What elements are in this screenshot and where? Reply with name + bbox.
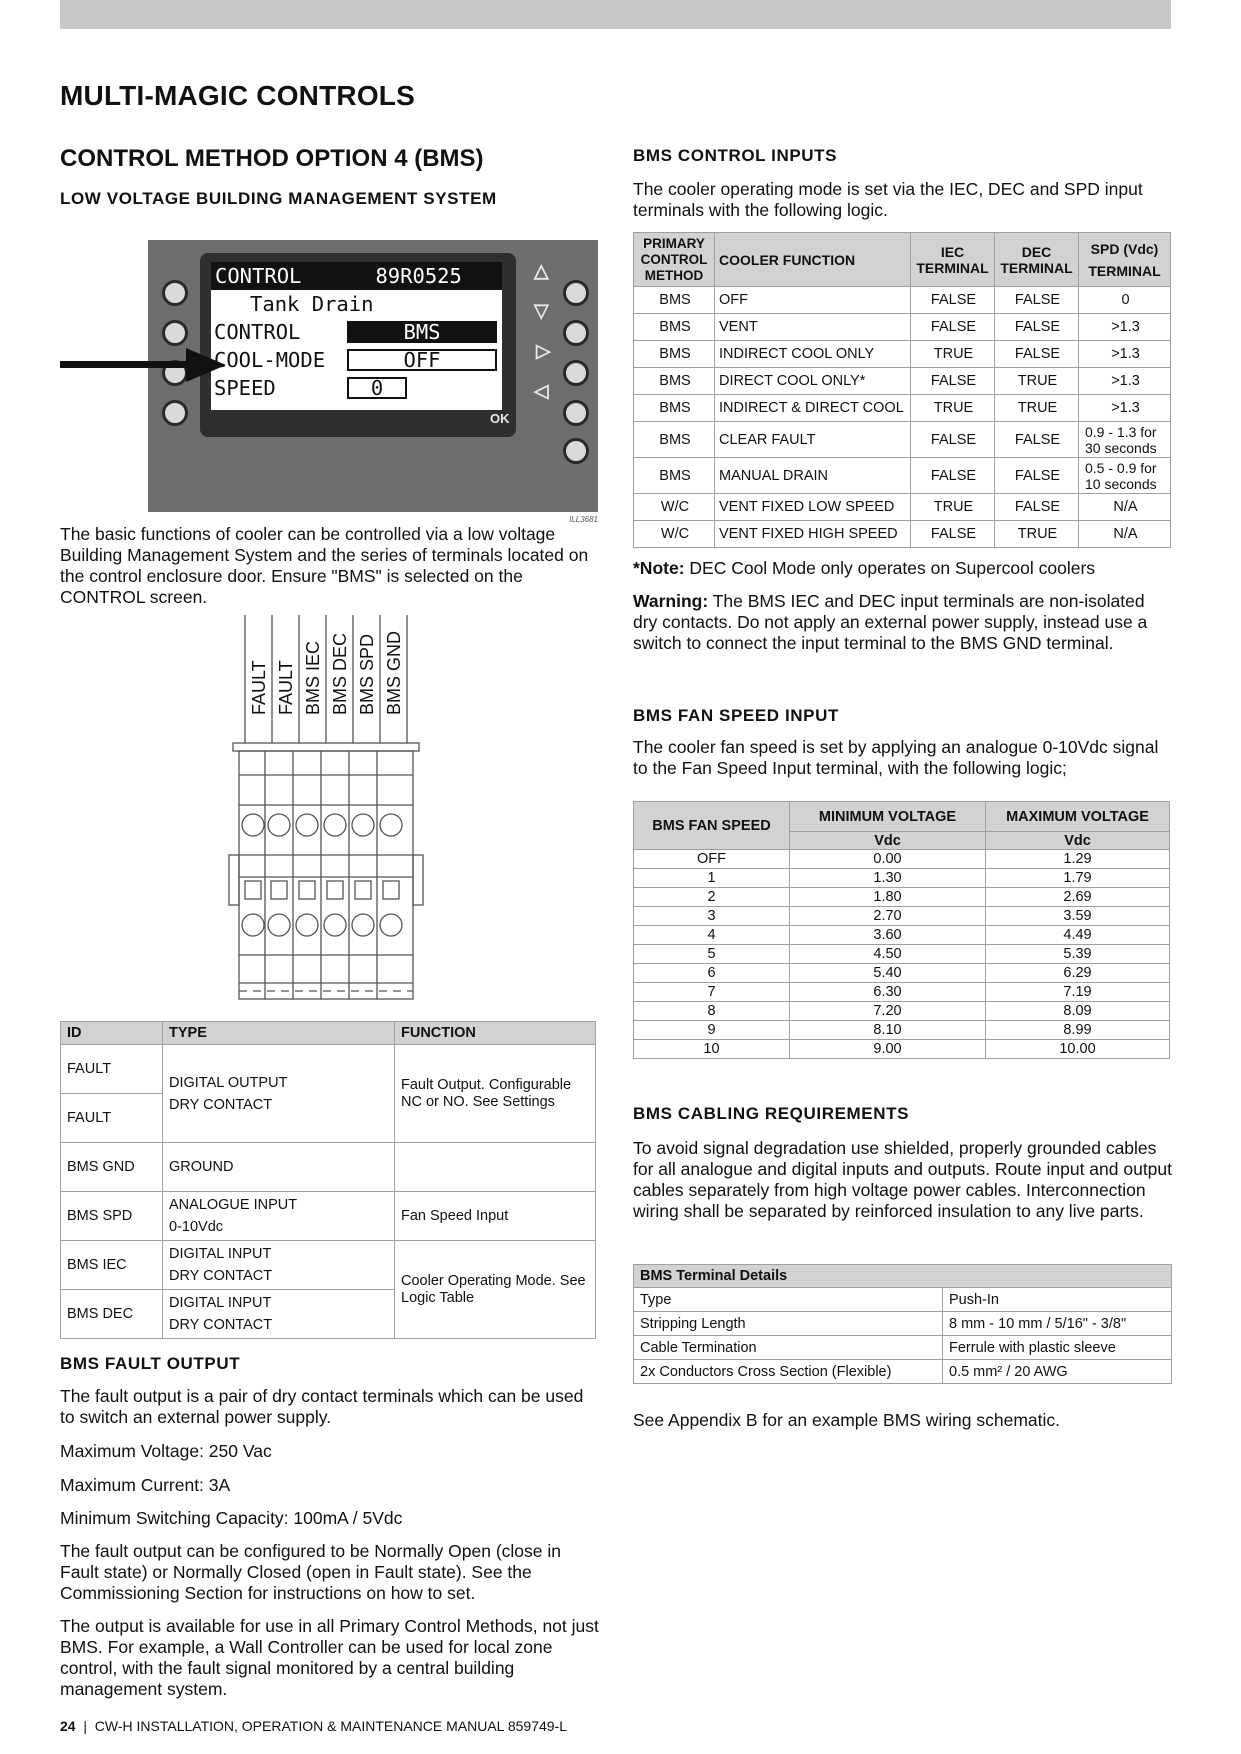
lcd-button-right-3 [563, 360, 589, 386]
table-cell: 4.50 [790, 945, 986, 964]
fault-output-max-voltage: Maximum Voltage: 250 Vac [60, 1441, 272, 1461]
table-cell: BMS [634, 458, 715, 494]
table-cell: FALSE [911, 422, 995, 458]
table-cell: 7.20 [790, 1002, 986, 1021]
table-row [634, 1002, 1170, 1021]
appendix-note: See Appendix B for an example BMS wiring schematic. [633, 1410, 1061, 1430]
table-cell: TRUE [995, 521, 1079, 548]
table-row [634, 983, 1170, 1002]
table-cell: BMS [634, 287, 715, 314]
type-line-1: DIGITAL OUTPUT [169, 1074, 288, 1091]
table-cell: 7.19 [986, 983, 1170, 1002]
table-cell: FALSE [995, 458, 1079, 494]
terminal-label-bms-spd: BMS SPD [357, 633, 377, 715]
table-cell: 3.59 [986, 907, 1170, 926]
lcd-coolmode-value: OFF [347, 349, 497, 371]
table-row [634, 1336, 1172, 1360]
table-cell: TRUE [911, 494, 995, 521]
table-cell: BMS [634, 314, 715, 341]
type-line-2: DRY CONTACT [169, 1317, 273, 1333]
table-cell: >1.3 [1079, 368, 1171, 395]
table-cell: TRUE [995, 368, 1079, 395]
table-cell: 7 [634, 983, 790, 1002]
table-cell: FALSE [911, 458, 995, 494]
page-footer [60, 1718, 567, 1734]
table-cell: FALSE [995, 287, 1079, 314]
table-cell: N/A [1079, 494, 1171, 521]
fan-speed-heading: BMS FAN SPEED INPUT [633, 706, 839, 725]
col-header-id: ID [61, 1022, 163, 1045]
table-row [634, 1021, 1170, 1040]
table-row [634, 458, 1171, 494]
table-row [634, 422, 1171, 458]
table-cell-type: GROUND [163, 1143, 395, 1192]
table-cell: CLEAR FAULT [715, 422, 911, 458]
col-header-max-voltage: MAXIMUM VOLTAGE [986, 802, 1170, 832]
table-cell-function: Fault Output. Configurable NC or NO. See Settings [395, 1045, 596, 1143]
section-title: CONTROL METHOD OPTION 4 (BMS) [60, 145, 484, 172]
table-row [634, 964, 1170, 983]
terminal-label-bms-dec: BMS DEC [330, 632, 350, 715]
table-cell: W/C [634, 521, 715, 548]
table-cell: N/A [1079, 521, 1171, 548]
col-header-primary-control: PRIMARY CONTROL METHOD [634, 233, 715, 287]
table-cell: 6.29 [986, 964, 1170, 983]
fault-output-min-switching: Minimum Switching Capacity: 100mA / 5Vdc [60, 1508, 403, 1528]
table-cell: 3.60 [790, 926, 986, 945]
table-cell-type [163, 1045, 395, 1143]
control-logic-table [633, 232, 1171, 548]
note-label: *Note: [633, 558, 685, 578]
lcd-button-right-1 [563, 280, 589, 306]
table-cell: VENT FIXED LOW SPEED [715, 494, 911, 521]
table-cell-id: BMS IEC [61, 1241, 163, 1290]
fan-speed-intro: The cooler fan speed is set by applying an analogue 0-10Vdc signal to the Fan Speed Input terminal, with the following logic; [633, 737, 1159, 778]
down-arrow-icon: ▽ [534, 301, 549, 322]
terminal-block-diagram [225, 615, 435, 1010]
type-line-2: DRY CONTACT [169, 1096, 273, 1113]
intro-paragraph: The basic functions of cooler can be controlled via a low voltage Building Management System and the series of terminals located on the control enclosure door. Ensure "BMS" is selected on the CONTROL screen. [60, 524, 589, 607]
table-cell: Stripping Length [634, 1312, 943, 1336]
table-cell: 4 [634, 926, 790, 945]
table-cell: FALSE [911, 368, 995, 395]
table-cell: 1.30 [790, 869, 986, 888]
type-line-1: DIGITAL INPUT [169, 1295, 272, 1311]
terminal-label-fault-1: FAULT [249, 660, 269, 715]
ok-glyph: OK [490, 411, 510, 426]
terminal-id-table [60, 1021, 596, 1339]
table-cell: W/C [634, 494, 715, 521]
table-cell: TRUE [911, 395, 995, 422]
table-cell: TRUE [995, 395, 1079, 422]
control-inputs-heading: BMS CONTROL INPUTS [633, 146, 838, 165]
table-cell: 10.00 [986, 1040, 1170, 1059]
table-row [634, 1288, 1172, 1312]
lcd-button-left-2 [162, 320, 188, 346]
table-cell: 10 [634, 1040, 790, 1059]
table-cell-function: Cooler Operating Mode. See Logic Table [395, 1241, 596, 1339]
table-cell-function [395, 1143, 596, 1192]
terminal-label-bms-iec: BMS IEC [303, 640, 323, 715]
table-cell: TRUE [911, 341, 995, 368]
lcd-bezel [200, 253, 516, 437]
lcd-row-coolmode: COOL-MODE [214, 348, 326, 372]
table-cell: Cable Termination [634, 1336, 943, 1360]
page-number: 24 [60, 1718, 76, 1734]
table-cell: 6.30 [790, 983, 986, 1002]
note-paragraph [633, 558, 1173, 579]
table-cell: 9.00 [790, 1040, 986, 1059]
table-cell: >1.3 [1079, 341, 1171, 368]
table-cell: 2.70 [790, 907, 986, 926]
table-cell: VENT FIXED HIGH SPEED [715, 521, 911, 548]
lcd-row-header: CONTROL 89R0525 [211, 262, 502, 290]
table-cell: OFF [715, 287, 911, 314]
lcd-control-value: BMS [347, 321, 497, 343]
pointer-arrow-shaft [60, 361, 192, 368]
col-header-iec-terminal: IEC TERMINAL [911, 233, 995, 287]
table-cell: 1.79 [986, 869, 1170, 888]
table-cell: FALSE [995, 341, 1079, 368]
table-cell: BMS [634, 341, 715, 368]
warning-text: The BMS IEC and DEC input terminals are non-isolated dry contacts. Do not apply an external power supply, instead use a switch to connect the input terminal to the BMS GND terminal. [633, 591, 1148, 653]
table-cell-type [163, 1290, 395, 1339]
lcd-button-ok [563, 438, 589, 464]
terminal-details-title: BMS Terminal Details [634, 1265, 1172, 1288]
table-row [634, 368, 1171, 395]
right-arrow-icon: ▷ [536, 341, 551, 362]
footer-text: CW-H INSTALLATION, OPERATION & MAINTENANCE MANUAL 859749-L [94, 1718, 567, 1734]
table-cell: 1.29 [986, 850, 1170, 869]
table-cell: FALSE [995, 314, 1079, 341]
table-cell-type [163, 1241, 395, 1290]
table-cell: DIRECT COOL ONLY* [715, 368, 911, 395]
table-cell: 8.99 [986, 1021, 1170, 1040]
table-row [634, 850, 1170, 869]
table-cell: INDIRECT & DIRECT COOL [715, 395, 911, 422]
table-row [634, 341, 1171, 368]
table-cell: 8.09 [986, 1002, 1170, 1021]
lcd-row-speed: SPEED [214, 376, 276, 400]
table-cell: 8 mm - 10 mm / 5/16" - 3/8" [943, 1312, 1172, 1336]
table-cell-type [163, 1192, 395, 1241]
table-cell: 0.5 - 0.9 for 10 seconds [1079, 458, 1171, 494]
table-cell-id: FAULT [61, 1045, 163, 1094]
table-row [634, 521, 1171, 548]
table-cell: 5 [634, 945, 790, 964]
table-cell: FALSE [995, 422, 1079, 458]
table-cell-id: BMS DEC [61, 1290, 163, 1339]
fault-output-p3: The output is available for use in all Primary Control Methods, not just BMS. For example, a Wall Controller can be used for local zone control, with the fault signal monitored by a central building management system. [60, 1616, 599, 1699]
table-row [634, 1312, 1172, 1336]
table-cell-id: FAULT [61, 1094, 163, 1143]
lcd-button-right-2 [563, 320, 589, 346]
footer-separator: | [75, 1718, 95, 1734]
col-header-dec-terminal: DEC TERMINAL [995, 233, 1079, 287]
type-line-1: DIGITAL INPUT [169, 1246, 272, 1262]
col-header-bms-fan-speed: BMS FAN SPEED [634, 802, 790, 850]
lcd-button-right-4 [563, 400, 589, 426]
warning-paragraph [633, 591, 1173, 654]
table-cell: INDIRECT COOL ONLY [715, 341, 911, 368]
control-inputs-intro: The cooler operating mode is set via the IEC, DEC and SPD input terminals with the following logic. [633, 179, 1143, 220]
fan-speed-table [633, 801, 1170, 1059]
col-header-cooler-function: COOLER FUNCTION [715, 233, 911, 287]
illustration-caption: ILL3681 [569, 515, 598, 524]
table-cell: 0 [1079, 287, 1171, 314]
lcd-row-control: CONTROL [214, 320, 301, 344]
table-cell: Type [634, 1288, 943, 1312]
page-title: MULTI-MAGIC CONTROLS [60, 80, 415, 111]
top-bar [60, 0, 1171, 29]
table-cell: 2x Conductors Cross Section (Flexible) [634, 1360, 943, 1384]
col-header-min-voltage: MINIMUM VOLTAGE [790, 802, 986, 832]
table-cell: 9 [634, 1021, 790, 1040]
table-cell: VENT [715, 314, 911, 341]
fault-output-p2: The fault output can be configured to be Normally Open (close in Fault state) or Normally Closed (open in Fault state). See the Commissioning Section for instructions on how to set. [60, 1541, 561, 1603]
table-cell: BMS [634, 395, 715, 422]
col-header-spd-terminal: SPD (Vdc) TERMINAL [1079, 233, 1171, 287]
table-cell: MANUAL DRAIN [715, 458, 911, 494]
lcd-speed-value: 0 [347, 377, 407, 399]
table-cell-function: Fan Speed Input [395, 1192, 596, 1241]
table-cell: 8 [634, 1002, 790, 1021]
table-row [634, 888, 1170, 907]
up-arrow-icon: △ [534, 261, 549, 282]
terminal-details-table [633, 1264, 1172, 1384]
table-row [634, 907, 1170, 926]
cabling-paragraph: To avoid signal degradation use shielded, properly grounded cables for all analogue and digital inputs and outputs. Route input and output cables separately from high voltage power cables. Interconnection wiring shall be separated by reinforced insulation to any live parts. [633, 1138, 1173, 1221]
pointer-arrow-icon [186, 348, 226, 382]
table-cell: 4.49 [986, 926, 1170, 945]
table-row [634, 287, 1171, 314]
fault-output-max-current: Maximum Current: 3A [60, 1475, 231, 1495]
table-cell: 0.9 - 1.3 for 30 seconds [1079, 422, 1171, 458]
unit-min: Vdc [790, 832, 986, 850]
col-header-function: FUNCTION [395, 1022, 596, 1045]
cabling-heading: BMS CABLING REQUIREMENTS [633, 1104, 910, 1123]
table-row [634, 1040, 1170, 1059]
terminal-label-fault-2: FAULT [276, 660, 296, 715]
table-cell: >1.3 [1079, 395, 1171, 422]
table-row [634, 314, 1171, 341]
table-row [634, 926, 1170, 945]
table-cell: 0.5 mm² / 20 AWG [943, 1360, 1172, 1384]
lcd-button-left-4 [162, 400, 188, 426]
table-cell: 6 [634, 964, 790, 983]
table-cell: >1.3 [1079, 314, 1171, 341]
table-row [634, 869, 1170, 888]
table-cell: FALSE [911, 287, 995, 314]
table-row [634, 1360, 1172, 1384]
table-cell: 5.40 [790, 964, 986, 983]
table-cell: 2.69 [986, 888, 1170, 907]
fault-output-p1: The fault output is a pair of dry contact terminals which can be used to switch an external power supply. [60, 1386, 584, 1427]
left-arrow-icon: ◁ [534, 381, 549, 402]
col-header-type: TYPE [163, 1022, 395, 1045]
type-line-1: ANALOGUE INPUT [169, 1197, 298, 1213]
lcd-screen [211, 262, 502, 410]
table-cell: 1 [634, 869, 790, 888]
warning-label: Warning: [633, 591, 709, 611]
table-row [634, 945, 1170, 964]
note-text: DEC Cool Mode only operates on Supercool coolers [684, 558, 1096, 578]
table-cell-id: BMS GND [61, 1143, 163, 1192]
table-cell: OFF [634, 850, 790, 869]
table-cell: Push-In [943, 1288, 1172, 1312]
lcd-row-title: Tank Drain [213, 292, 374, 316]
table-cell: Ferrule with plastic sleeve [943, 1336, 1172, 1360]
table-cell-id: BMS SPD [61, 1192, 163, 1241]
table-cell: FALSE [911, 521, 995, 548]
table-row [634, 395, 1171, 422]
terminal-label-bms-gnd: BMS GND [384, 630, 404, 715]
table-cell: BMS [634, 422, 715, 458]
table-cell: 8.10 [790, 1021, 986, 1040]
table-cell: 3 [634, 907, 790, 926]
table-cell: BMS [634, 368, 715, 395]
unit-max: Vdc [986, 832, 1170, 850]
type-line-2: 0-10Vdc [169, 1219, 224, 1235]
subsection-title: LOW VOLTAGE BUILDING MANAGEMENT SYSTEM [60, 189, 497, 208]
table-cell: 0.00 [790, 850, 986, 869]
table-cell: FALSE [911, 314, 995, 341]
type-line-2: DRY CONTACT [169, 1268, 273, 1284]
table-cell: FALSE [995, 494, 1079, 521]
table-cell: 5.39 [986, 945, 1170, 964]
table-cell: 2 [634, 888, 790, 907]
table-row [634, 494, 1171, 521]
table-cell: 1.80 [790, 888, 986, 907]
fault-output-heading: BMS FAULT OUTPUT [60, 1354, 241, 1373]
lcd-button-left-1 [162, 280, 188, 306]
